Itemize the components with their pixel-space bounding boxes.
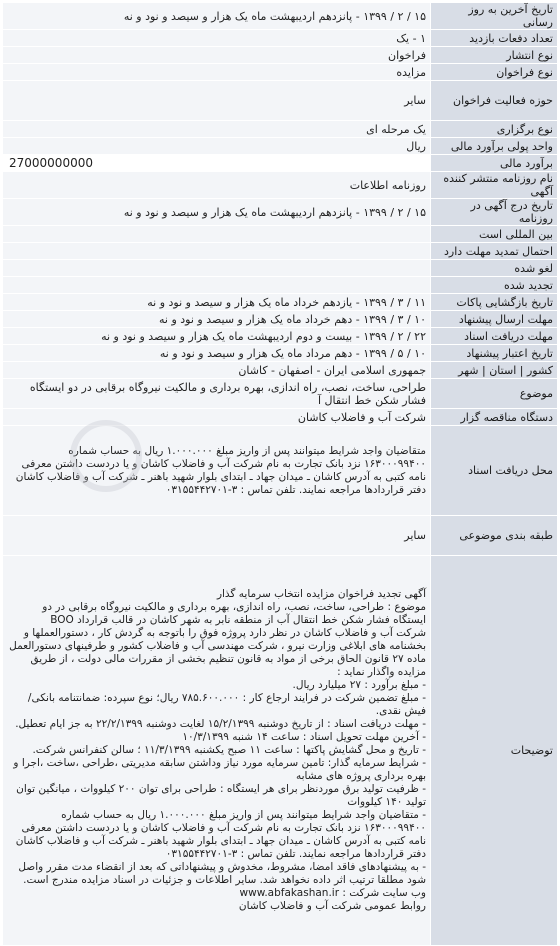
label-international: بین المللی است [431,226,558,243]
label-subject: موضوع [431,379,558,409]
value-subject: طراحی، ساخت، نصب، راه اندازی، بهره برداری و مالکیت نیروگاه برقابی در دو ایستگاه فشار شکن خط انتقال آ [3,379,431,409]
value-doc-place: متقاضیان واجد شرایط میتوانند پس از واریز مبلغ ۱.۰۰۰.۰۰۰ ریال به حساب شماره ۱۶۳۰۰۰۹۹۴۰۰ نزد بانک تجارت به نام شرکت آب و فاضلاب کاشان و یا دردست داشتن معرفی نامه کتبی به آدرس کاشان ـ میدان جهاد ـ ابتدای بلوار شهید باهنر ـ شرکت آب و فاضلاب کاشان دفتر قراردادها مراجعه نمایند. تلفن تماس : ۳-۰۳۱۵۵۴۴۲۷۰۱ [3,426,431,516]
value-description: آگهی تجدید فراخوان مزایده انتخاب سرمایه گذار موضوع : طراحی، ساخت، نصب، راه اندازی، بهره برداری و مالکیت نیروگاه برقابی در دو ایستگاه فشار شکن خط انتقال آب از منطقه نابر به شهر کاشان در قالب قرارداد BOO شرکت آب و فاضلاب کاشان در نظر دارد پروژه فوق را باتوجه به گردش کار ، دستورالعملها و بخشنامه های ابلاغی وزارت نیرو ، شرکت مهندسی آب و فاضلاب کشور و طرفینهای دستورالعمل ماده ۲۷ قانون الحاق برخی از مواد به قانون تنظیم بخشی از مقررات مالی دولت ، از طریق مزایده واگذار نماید : - مبلغ برآورد : ۲۷ میلیارد ریال. - مبلغ تضمین شرکت در فرایند ارجاع کار : ۷۸۵.۶۰۰.۰۰۰ ریال؛ نوع سپرده: ضمانتنامه بانکی/فیش نقدی. - مهلت دریافت اسناد : از تاریخ دوشنبه ۱۵/۲/۱۳۹۹ لغایت دوشنبه ۲۲/۲/۱۳۹۹ به جز ایام تعطیل. - آخرین مهلت تحویل اسناد : ساعت ۱۴ شنبه ۱۰/۳/۱۳۹۹ - تاریخ و محل گشایش پاکتها : ساعت ۱۱ صبح یکشنبه ۱۱/۳/۱۳۹۹ ؛ سالن کنفرانس شرکت. - شرایط سرمایه گذار: تامین سرمایه مورد نیاز وداشتن سابقه مدیریتی ،طراحی ،ساخت ،اجرا و بهره برداری پروژه های مشابه - ظرفیت تولید برق موردنظر برای هر ایستگاه : طراحی برای توان ۲۰۰ کیلووات ، میانگین توان تولید ۱۴۰ کیلووات - متقاضیان واجد شرایط میتوانند پس از واریز مبلغ ۱.۰۰۰.۰۰۰ ریال به حساب شماره ۱۶۳۰۰۰۹۹۴۰۰ نزد بانک تجارت به نام شرکت آب و فاضلاب کاشان و یا دردست داشتن معرفی نامه کتبی به آدرس کاشان ـ میدان جهاد ـ ابتدای بلوار شهید باهنر ـ شرکت آب و فاضلاب کاشان دفتر قراردادها مراجعه نمایند. تلفن تماس : ۳-۰۳۱۵۵۴۴۲۷۰۱ - به پیشنهادهای فاقد امضا، مشروط، مخدوش و پیشنهاداتی که بعد از انقضاء مدت مقرر واصل شود مطلقا ترتیب اثر داده نخواهد شد. سایر اطلاعات و جزئیات در اسناد مزایده مندرج است. وب سایت شرکت : www.abfakashan.ir روابط عمومی شرکت آب و فاضلاب کاشان [3,556,431,946]
label-call-type: نوع فراخوان [431,64,558,81]
label-category: طبقه بندی موضوعی [431,516,558,556]
value-opening-date: ۱۱ / ۳ / ۱۳۹۹ - یازدهم خرداد ماه یک هزار و سیصد و نود و نه [3,294,431,311]
label-visit-count: تعداد دفعات بازدید [431,30,558,47]
row-extension [3,243,558,260]
label-holding-type: نوع برگزاری [431,121,558,138]
value-publish-type: فراخوان [3,47,431,64]
row-publish-type [3,47,558,64]
value-last-update: ۱۵ / ۲ / ۱۳۹۹ - پانزدهم اردیبهشت ماه یک هزار و سیصد و نود و نه [3,3,431,30]
row-submit-deadline [3,311,558,328]
label-currency: واحد پولی برآورد مالی [431,138,558,155]
label-renewed: تجدید شده [431,277,558,294]
value-estimate: 27000000000 [3,155,431,172]
value-newspaper: روزنامه اطلاعات [3,172,431,199]
row-category [3,516,558,556]
row-validity [3,345,558,362]
label-extension: احتمال تمدید مهلت دارد [431,243,558,260]
label-description: توضیحات [431,556,558,946]
label-newspaper: نام روزنامه منتشر کننده آگهی [431,172,558,199]
value-international [3,226,431,243]
watermark-logo-icon [70,420,142,492]
label-doc-deadline: مهلت دریافت اسناد [431,328,558,345]
label-cancelled: لغو شده [431,260,558,277]
label-last-update: تاریخ آخرین به روز رسانی [431,3,558,30]
value-renewed [3,277,431,294]
row-activity-area [3,81,558,121]
label-submit-deadline: مهلت ارسال پیشنهاد [431,311,558,328]
value-activity-area: سایر [3,81,431,121]
row-holding-type [3,121,558,138]
value-location: جمهوری اسلامی ایران - اصفهان - کاشان [3,362,431,379]
value-holding-type: یک مرحله ای [3,121,431,138]
row-organizer [3,409,558,426]
value-extension [3,243,431,260]
row-description [3,556,558,946]
row-doc-deadline [3,328,558,345]
row-last-update [3,3,558,30]
label-publish-type: نوع انتشار [431,47,558,64]
label-organizer: دستگاه مناقصه گزار [431,409,558,426]
value-cancelled [3,260,431,277]
row-opening-date [3,294,558,311]
label-doc-place: محل دریافت اسناد [431,426,558,516]
value-validity: ۱۰ / ۵ / ۱۳۹۹ - دهم مرداد ماه یک هزار و سیصد و نود و نه [3,345,431,362]
value-call-type: مزایده [3,64,431,81]
label-location: کشور | استان | شهر [431,362,558,379]
value-visit-count: ۱ - یک [3,30,431,47]
value-ad-date: ۱۵ / ۲ / ۱۳۹۹ - پانزدهم اردیبهشت ماه یک هزار و سیصد و نود و نه [3,199,431,226]
row-renewed [3,277,558,294]
label-estimate: برآورد مالی [431,155,558,172]
label-activity-area: حوزه فعالیت فراخوان [431,81,558,121]
value-category: سایر [3,516,431,556]
row-location [3,362,558,379]
label-ad-date: تاریخ درج آگهی در روزنامه [431,199,558,226]
row-estimate [3,155,558,172]
label-opening-date: تاریخ بازگشایی پاکات [431,294,558,311]
label-validity: تاریخ اعتبار پیشنهاد [431,345,558,362]
row-subject [3,379,558,409]
value-doc-deadline: ۲۲ / ۲ / ۱۳۹۹ - بیست و دوم اردیبهشت ماه یک هزار و سیصد و نود و نه [3,328,431,345]
row-international [3,226,558,243]
row-call-type [3,64,558,81]
value-currency: ریال [3,138,431,155]
row-currency [3,138,558,155]
value-organizer: شرکت آب و فاضلاب کاشان [3,409,431,426]
row-visit-count [3,30,558,47]
row-cancelled [3,260,558,277]
row-newspaper [3,172,558,199]
row-ad-date [3,199,558,226]
value-submit-deadline: ۱۰ / ۳ / ۱۳۹۹ - دهم خرداد ماه یک هزار و سیصد و نود و نه [3,311,431,328]
